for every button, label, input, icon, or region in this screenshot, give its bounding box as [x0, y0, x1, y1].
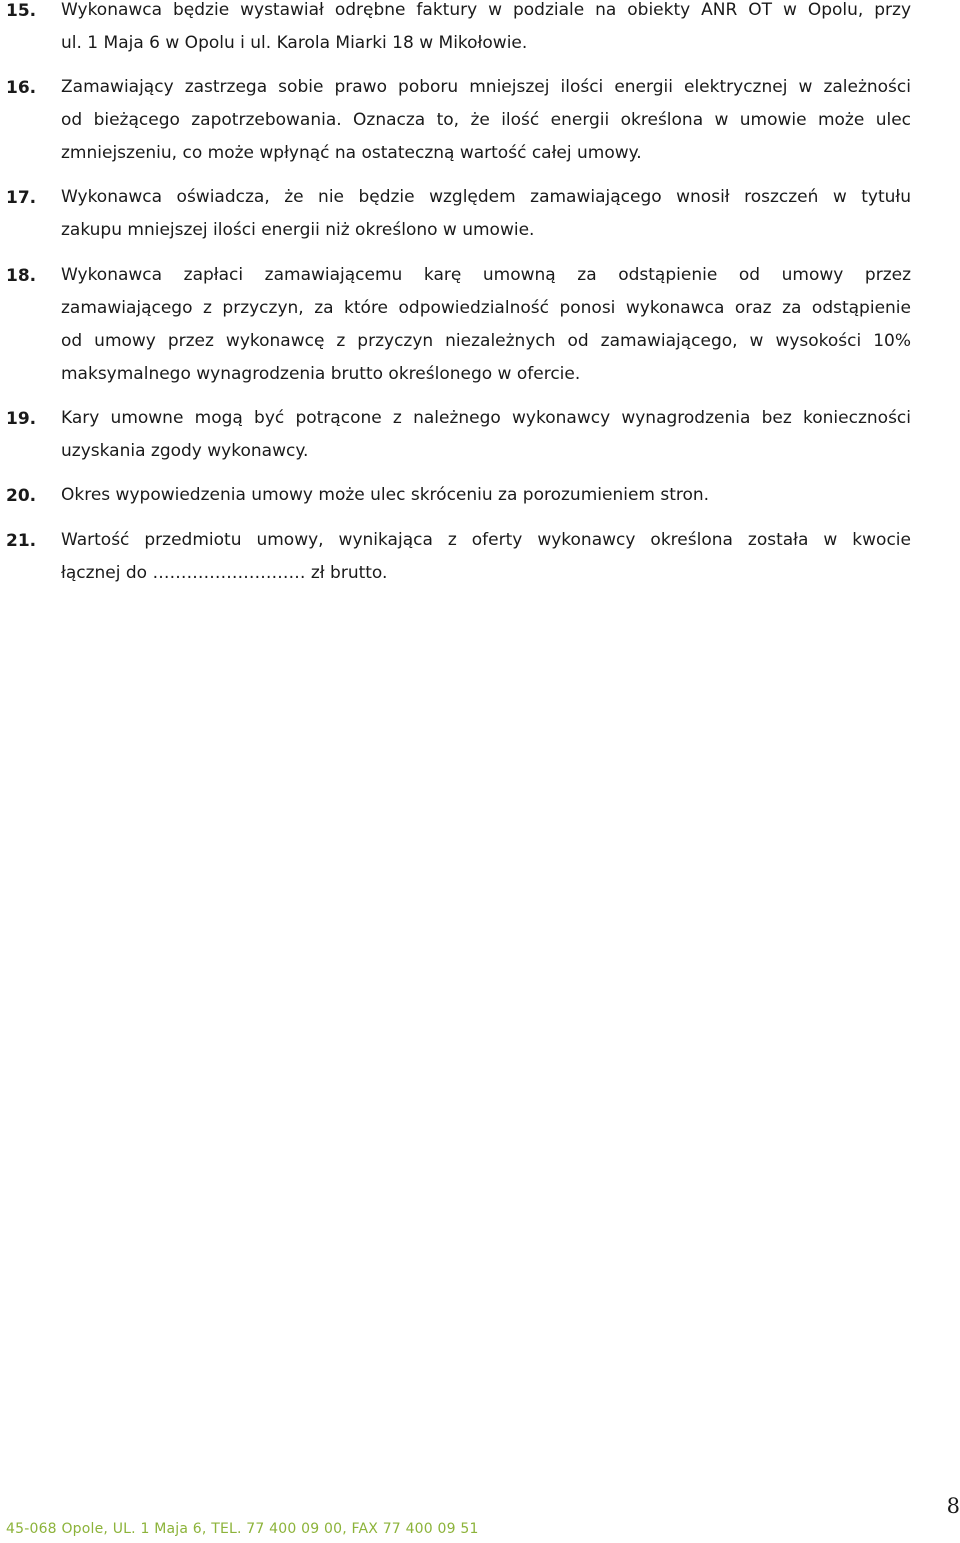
- clause-line: Wartość przedmiotu umowy, wynikająca z oferty wykonawcy określona została w kwocie: [61, 530, 911, 550]
- clause-line: Zamawiający zastrzega sobie prawo poboru mniejszej ilości energii elektrycznej w zależności: [61, 77, 911, 97]
- clause-line: od umowy przez wykonawcę z przyczyn niezależnych od zamawiającego, w wysokości 10%: [61, 331, 911, 351]
- clause-line: zmniejszeniu, co może wpłynąć na ostateczną wartość całej umowy.: [61, 143, 642, 163]
- clause-line: od bieżącego zapotrzebowania. Oznacza to, że ilość energii określona w umowie może ulec: [61, 110, 911, 130]
- clause-line: ul. 1 Maja 6 w Opolu i ul. Karola Miarki 18 w Mikołowie.: [61, 33, 528, 53]
- clause-line: uzyskania zgody wykonawcy.: [61, 441, 309, 461]
- clause-line: maksymalnego wynagrodzenia brutto określonego w ofercie.: [61, 364, 581, 384]
- footer-address: 45-068 Opole, UL. 1 Maja 6, TEL. 77 400 09 00, FAX 77 400 09 51: [6, 1521, 479, 1537]
- clause-line: zakupu mniejszej ilości energii niż określono w umowie.: [61, 220, 535, 240]
- clause-line: Okres wypowiedzenia umowy może ulec skróceniu za porozumieniem stron.: [61, 485, 710, 505]
- clause-line: Kary umowne mogą być potrącone z należnego wykonawcy wynagrodzenia bez konieczności: [61, 408, 911, 428]
- clause-text: [61, 181, 911, 247]
- clause-number: 19.: [6, 409, 37, 429]
- page-number: 8: [946, 1494, 960, 1518]
- clause-text: [61, 0, 911, 60]
- clause-number: 17.: [6, 188, 37, 208]
- clause-line: zamawiającego z przyczyn, za które odpowiedzialność ponosi wykonawca oraz za odstąpienie: [61, 298, 911, 318]
- clause-line: Wykonawca zapłaci zamawiającemu karę umowną za odstąpienie od umowy przez: [61, 265, 911, 285]
- clause-text: [61, 524, 911, 590]
- clause-number: 21.: [6, 531, 37, 551]
- clause-number: 20.: [6, 486, 37, 506]
- clause-number: 16.: [6, 78, 37, 98]
- clause-number: 15.: [6, 1, 37, 21]
- clause-text: [61, 479, 911, 512]
- clause-text: [61, 402, 911, 468]
- clause-text: [61, 259, 911, 391]
- clause-line: Wykonawca będzie wystawiał odrębne faktury w podziale na obiekty ANR OT w Opolu, przy: [61, 0, 911, 20]
- clause-text: [61, 71, 911, 170]
- clause-line: Wykonawca oświadcza, że nie będzie względem zamawiającego wnosił roszczeń w tytułu: [61, 187, 911, 207]
- clause-line: łącznej do ……………………… zł brutto.: [61, 563, 388, 583]
- clause-number: 18.: [6, 266, 37, 286]
